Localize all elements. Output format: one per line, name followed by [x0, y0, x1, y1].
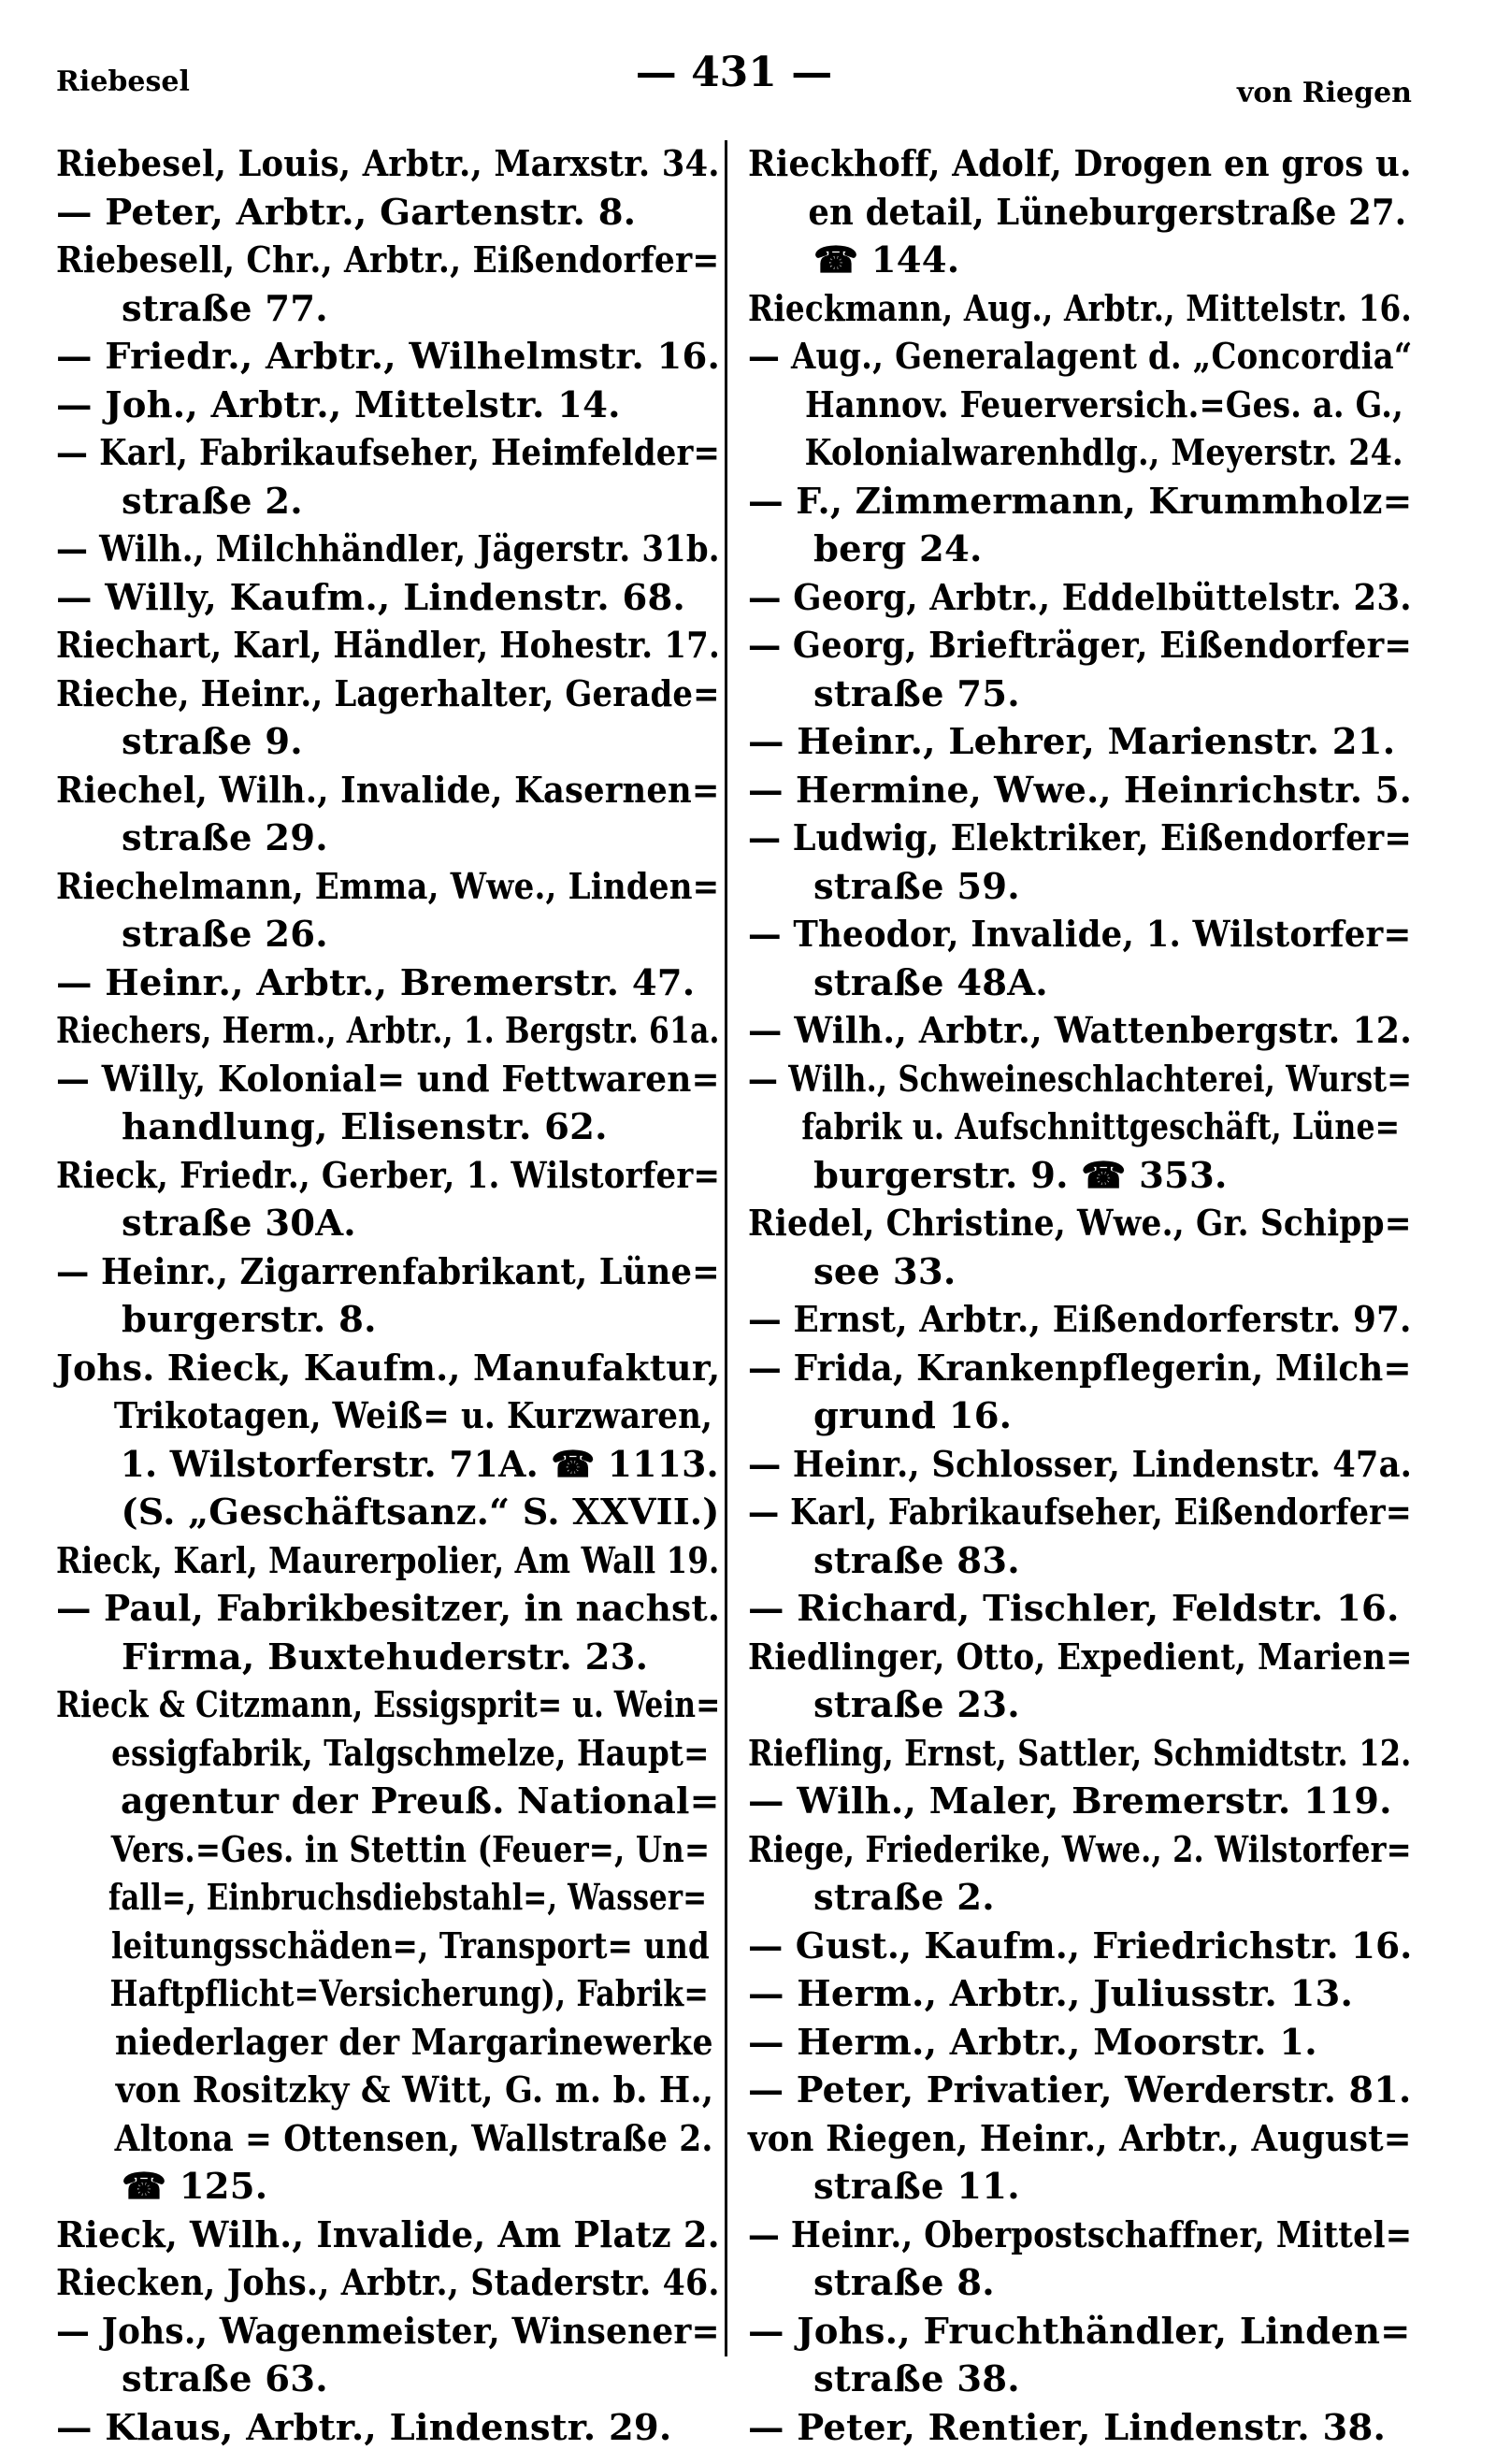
directory-entry [748, 2115, 1412, 2212]
entry-continuation-line: straße 2. [813, 1877, 995, 1919]
running-head-right: von Riegen [1237, 77, 1412, 109]
entry-line: — Heinr., Lehrer, Marienstr. 21. [748, 721, 1396, 763]
directory-entry [56, 2259, 720, 2308]
entry-continuation-line: straße 30A. [122, 1203, 356, 1245]
entry-continuation-line: Firma, Buxtehuderstr. 23. [122, 1635, 649, 1679]
entry-line: — Herm., Arbtr., Moorstr. 1. [748, 2021, 1317, 2064]
directory-entry [748, 2019, 1412, 2068]
entry-continuation-line: ☎ 144. [813, 239, 960, 281]
directory-entry [56, 1345, 720, 1537]
entry-line: Riecken, Johs., Arbtr., Staderstr. 46. [56, 2262, 720, 2304]
directory-entry [56, 670, 720, 767]
directory-entry [56, 767, 720, 863]
directory-entry [748, 1200, 1412, 1296]
entry-line: — Heinr., Zigarrenfabrikant, Lüne= [56, 1250, 720, 1293]
directory-entry [56, 1007, 720, 1056]
entry-continuation-line: straße 38. [813, 2358, 1020, 2400]
entry-line: — Peter, Rentier, Lindenstr. 38. [748, 2406, 1387, 2449]
entry-line: — Karl, Fabrikaufseher, Eißendorfer= [748, 1491, 1412, 1534]
entry-line: Riechers, Herm., Arbtr., 1. Bergstr. 61a. [56, 1010, 720, 1052]
entry-continuation-line: fabrik u. Aufschnittgeschäft, Lüne= [801, 1106, 1401, 1148]
directory-entry [56, 1056, 720, 1152]
entry-line: — Peter, Arbtr., Gartenstr. 8. [56, 191, 637, 234]
entry-line: — Theodor, Invalide, 1. Wilstorfer= [748, 914, 1412, 956]
directory-entry [56, 2308, 720, 2404]
entry-line: — Gust., Kaufm., Friedrichstr. 16. [748, 1924, 1413, 1967]
directory-entry [748, 1634, 1412, 1730]
directory-entry [748, 140, 1412, 285]
entry-line: Riedel, Christine, Wwe., Gr. Schipp= [748, 1203, 1412, 1245]
entry-continuation-line: straße 11. [813, 2166, 1020, 2208]
directory-entry [56, 140, 720, 189]
entry-continuation-line: fall=, Einbruchsdiebstahl=, Wasser= [108, 1877, 708, 1919]
entry-line: Riechart, Karl, Händler, Hohestr. 17. [56, 625, 721, 667]
entry-continuation-line: Trikotagen, Weiß= u. Kurzwaren, [113, 1395, 713, 1437]
entry-continuation-line: (S. „Geschäftsanz.“ S. XXVII.) [121, 1491, 720, 1534]
entry-line: Riebesell, Chr., Arbtr., Eißendorfer= [56, 239, 720, 281]
directory-entry [748, 1441, 1412, 1490]
entry-continuation-line: straße 63. [122, 2358, 328, 2400]
entry-continuation-line: see 33. [813, 1250, 957, 1293]
directory-entry [748, 333, 1412, 478]
entry-line: — Klaus, Arbtr., Lindenstr. 29. [56, 2406, 672, 2449]
entry-continuation-line: straße 29. [122, 817, 328, 859]
entry-continuation-line: en detail, Lüneburgerstraße 27. [808, 191, 1407, 234]
entry-line: — Karl, Fabrikaufseher, Heimfelder= [56, 432, 721, 474]
directory-entry [56, 382, 720, 430]
running-head-left: Riebesel [56, 65, 190, 98]
directory-entry [748, 1778, 1412, 1826]
column-divider [725, 140, 727, 2356]
entry-line: — Wilh., Schweineschlachterei, Wurst= [748, 1058, 1413, 1101]
directory-entry [748, 1730, 1412, 1779]
directory-entry [748, 718, 1412, 767]
directory-entry [748, 1585, 1412, 1634]
entry-line: — Wilh., Milchhändler, Jägerstr. 31b. [56, 528, 720, 570]
entry-line: Rieck & Citzmann, Essigsprit= u. Wein= [56, 1684, 721, 1726]
directory-entry [748, 1923, 1412, 1971]
directory-entry [56, 574, 720, 623]
directory-entry [56, 959, 720, 1008]
directory-entry [56, 333, 720, 382]
entry-continuation-line: handlung, Elisenstr. 62. [122, 1106, 608, 1148]
entry-continuation-line: ☎ 125. [122, 2166, 268, 2208]
entry-continuation-line: Vers.=Ges. in Stettin (Feuer=, Un= [110, 1828, 711, 1871]
directory-entry [748, 1345, 1412, 1441]
entry-line: Rieckhoff, Adolf, Drogen en gros u. [748, 143, 1412, 185]
entry-line: — Wilh., Maler, Bremerstr. 119. [748, 1780, 1392, 1823]
entry-line: Rieck, Friedr., Gerber, 1. Wilstorfer= [56, 1154, 721, 1197]
entry-continuation-line: Hannov. Feuerversich.=Ges. a. G., [805, 383, 1403, 426]
directory-entry [748, 1007, 1412, 1056]
entry-continuation-line: agentur der Preuß. National= [120, 1780, 720, 1823]
entry-line: — Johs., Wagenmeister, Winsener= [56, 2310, 720, 2353]
entry-line: Riefling, Ernst, Sattler, Schmidtstr. 12. [748, 1732, 1412, 1775]
entry-line: Rieck, Karl, Maurerpolier, Am Wall 19. [56, 1539, 720, 1582]
entry-continuation-line: von Rositzky & Witt, G. m. b. H., [115, 2069, 714, 2111]
entry-line: Johs. Rieck, Kaufm., Manufaktur, [56, 1347, 721, 1390]
entry-line: Rieck, Wilh., Invalide, Am Platz 2. [56, 2213, 720, 2256]
entry-line: Rieckmann, Aug., Arbtr., Mittelstr. 16. [748, 287, 1412, 330]
entry-line: — Hermine, Wwe., Heinrichstr. 5. [748, 769, 1413, 812]
directory-entry [748, 1056, 1412, 1201]
entry-line: — Ludwig, Elektriker, Eißendorfer= [748, 817, 1413, 859]
directory-entry [748, 1970, 1412, 2019]
entry-line: — Joh., Arbtr., Mittelstr. 14. [56, 383, 621, 426]
entry-line: — Paul, Fabrikbesitzer, in nachst. [56, 1588, 721, 1630]
entry-continuation-line: leitungsschäden=, Transport= und [111, 1924, 710, 1967]
entry-line: — Richard, Tischler, Feldstr. 16. [748, 1588, 1400, 1630]
entry-continuation-line: 1. Wilstorferstr. 71A. ☎ 1113. [120, 1443, 719, 1486]
entry-continuation-line: Kolonialwarenhdlg., Meyerstr. 24. [804, 432, 1403, 474]
entry-line: Riebesel, Louis, Arbtr., Marxstr. 34. [56, 143, 720, 185]
directory-entry [56, 622, 720, 670]
directory-entry [748, 1489, 1412, 1585]
directory-entry [56, 189, 720, 238]
entry-line: — Willy, Kaufm., Lindenstr. 68. [56, 576, 686, 619]
directory-entry [748, 2404, 1412, 2453]
entry-line: — Georg, Arbtr., Eddelbüttelstr. 23. [748, 576, 1412, 619]
directory-entry [56, 526, 720, 574]
directory-entry [56, 237, 720, 333]
entry-continuation-line: Haftpflicht=Versicherung), Fabrik= [109, 1973, 710, 2015]
directory-entry [748, 1296, 1412, 1345]
directory-entry [56, 1681, 720, 2212]
entry-continuation-line: straße 59. [813, 865, 1020, 908]
entry-line: — Willy, Kolonial= und Fettwaren= [56, 1058, 720, 1101]
directory-entry [748, 622, 1412, 718]
directory-entry [56, 1248, 720, 1345]
entry-line: — Herm., Arbtr., Juliusstr. 13. [748, 1973, 1354, 2015]
directory-entry [748, 478, 1412, 574]
entry-line: — Ernst, Arbtr., Eißendorferstr. 97. [748, 1299, 1412, 1341]
entry-line: — Frida, Krankenpflegerin, Milch= [748, 1347, 1412, 1390]
left-column [56, 140, 720, 2452]
entry-continuation-line: straße 26. [122, 914, 328, 956]
entry-continuation-line: berg 24. [813, 528, 983, 570]
directory-entry [748, 2212, 1412, 2308]
entry-line: — Georg, Briefträger, Eißendorfer= [748, 625, 1413, 667]
right-column [748, 140, 1412, 2452]
entry-line: — Heinr., Oberpostschaffner, Mittel= [748, 2213, 1413, 2256]
directory-entry [748, 285, 1412, 334]
entry-continuation-line: grund 16. [813, 1395, 1013, 1437]
entry-continuation-line: straße 75. [813, 672, 1020, 715]
page-header [56, 49, 1412, 109]
page-number: — 431 — [635, 49, 833, 96]
entry-line: Riege, Friederike, Wwe., 2. Wilstorfer= [748, 1828, 1412, 1871]
directory-entry [56, 2404, 720, 2453]
directory-entry [748, 2308, 1412, 2404]
entry-line: — Wilh., Arbtr., Wattenbergstr. 12. [748, 1010, 1413, 1052]
directory-entry [748, 574, 1412, 623]
directory-entry [56, 1537, 720, 1586]
directory-entry [56, 863, 720, 959]
entry-continuation-line: straße 23. [813, 1684, 1020, 1726]
entry-line: — Aug., Generalagent d. „Concordia“ [748, 336, 1413, 378]
entry-continuation-line: niederlager der Margarinewerke [115, 2021, 713, 2064]
entry-continuation-line: essigfabrik, Talgschmelze, Haupt= [111, 1732, 710, 1775]
entry-line: — Peter, Privatier, Werderstr. 81. [748, 2069, 1412, 2111]
entry-continuation-line: straße 77. [122, 287, 328, 330]
entry-line: Riechelmann, Emma, Wwe., Linden= [56, 865, 720, 908]
entry-continuation-line: straße 83. [813, 1539, 1020, 1582]
entry-line: Riedlinger, Otto, Expedient, Marien= [748, 1635, 1413, 1679]
directory-entry [56, 429, 720, 526]
directory-entry [56, 1585, 720, 1681]
entry-line: Riechel, Wilh., Invalide, Kasernen= [56, 769, 720, 812]
entry-continuation-line: burgerstr. 9. ☎ 353. [813, 1154, 1228, 1197]
directory-entry [748, 911, 1412, 1007]
entry-continuation-line: straße 2. [122, 480, 303, 523]
directory-entry [56, 2212, 720, 2260]
entry-line: — Friedr., Arbtr., Wilhelmstr. 16. [56, 336, 721, 378]
directory-entry [748, 814, 1412, 911]
entry-continuation-line: Altona = Ottensen, Wallstraße 2. [114, 2117, 713, 2160]
entry-continuation-line: straße 8. [813, 2262, 995, 2304]
entry-line: Rieche, Heinr., Lagerhalter, Gerade= [56, 672, 720, 715]
entry-line: — F., Zimmermann, Krummholz= [748, 480, 1413, 523]
entry-continuation-line: straße 9. [122, 721, 303, 763]
entry-continuation-line: burgerstr. 8. [122, 1299, 377, 1341]
directory-entry [748, 2067, 1412, 2115]
entry-line: von Riegen, Heinr., Arbtr., August= [748, 2117, 1412, 2160]
directory-entry [748, 1826, 1412, 1923]
directory-entry [56, 1152, 720, 1248]
entry-line: — Johs., Fruchthändler, Linden= [748, 2310, 1411, 2353]
entry-continuation-line: straße 48A. [813, 961, 1048, 1004]
entry-line: — Heinr., Arbtr., Bremerstr. 47. [56, 961, 696, 1004]
directory-entry [748, 767, 1412, 815]
entry-line: — Heinr., Schlosser, Lindenstr. 47a. [748, 1443, 1413, 1486]
